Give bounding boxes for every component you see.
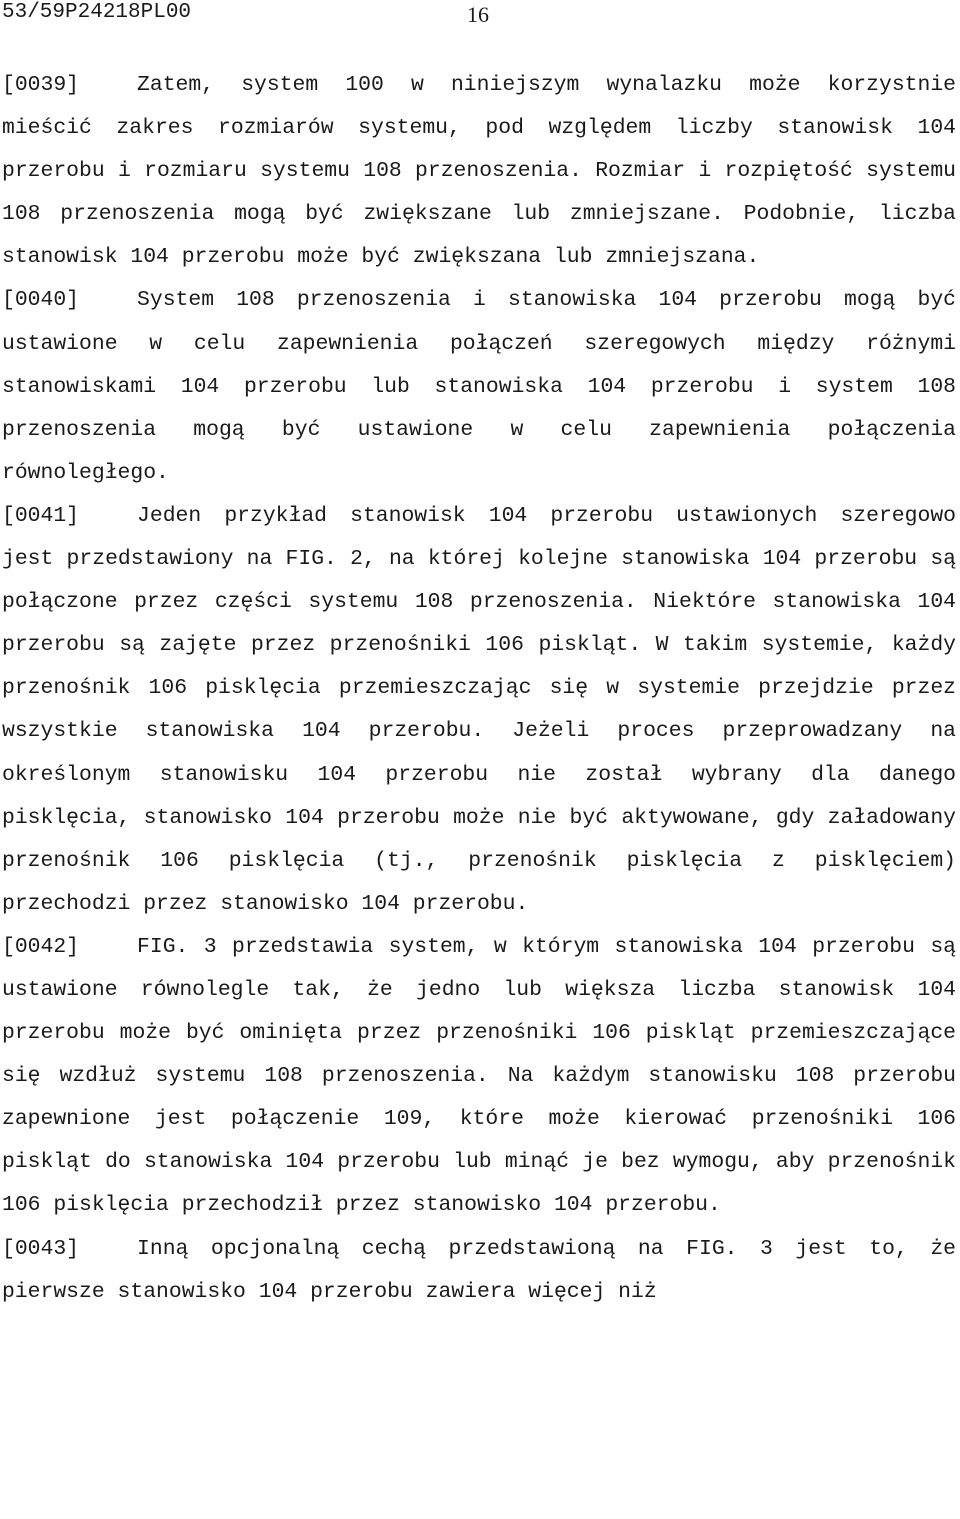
paragraph-id: [0043]	[2, 1236, 80, 1261]
paragraph-0041	[2, 495, 956, 926]
paragraph-text: Jeden przykład stanowisk 104 przerobu ustawionych szeregowo jest przedstawiony na FIG. 2, na której kolejne stanowiska 104 przerobu są połączone przez części systemu 108 przenoszenia. Niektóre stanowiska 104 przerobu są zajęte przez przenośniki 106 piskląt. W takim systemie, każdy przenośnik 106 pisklęcia przemieszczając się w systemie przejdzie przez wszystkie stanowiska 104 przerobu. Jeżeli proces przeprowadzany na określonym stanowisku 104 przerobu nie został wybrany dla danego pisklęcia, stanowisko 104 przerobu może nie być aktywowane, gdy załadowany przenośnik 106 pisklęcia (tj., przenośnik pisklęcia z pisklęciem) przechodzi przez stanowisko 104 przerobu.	[2, 503, 956, 916]
document-id: 53/59P24218PL00	[2, 1, 192, 24]
page-number: 16	[467, 2, 489, 27]
paragraph-id: [0041]	[2, 503, 80, 528]
paragraph-0042	[2, 926, 956, 1228]
paragraph-0039	[2, 64, 956, 279]
paragraph-0040	[2, 279, 956, 494]
paragraph-text: System 108 przenoszenia i stanowiska 104 przerobu mogą być ustawione w celu zapewnienia połączeń szeregowych między różnymi stanowiskami 104 przerobu lub stanowiska 104 przerobu i system 108 przenoszenia mogą być ustawione w celu zapewnienia połączenia równoległego.	[2, 288, 956, 485]
paragraph-id: [0039]	[2, 73, 80, 97]
document-body	[2, 64, 956, 1314]
page-header	[0, 0, 960, 30]
paragraph-id: [0040]	[2, 288, 80, 313]
paragraph-text: FIG. 3 przedstawia system, w którym stanowiska 104 przerobu są ustawione równolegle tak, że jedno lub większa liczba stanowisk 104 przerobu może być ominięta przez przenośniki 106 piskląt przemieszczające się wzdłuż systemu 108 przenoszenia. Na każdym stanowisku 108 przerobu zapewnione jest połączenie 109, które może kierować przenośniki 106 piskląt do stanowiska 104 przerobu lub minąć je bez wymogu, aby przenośnik 106 pisklęcia przechodził przez stanowisko 104 przerobu.	[2, 934, 956, 1218]
paragraph-0043	[2, 1228, 956, 1314]
paragraph-text: Zatem, system 100 w niniejszym wynalazku może korzystnie mieścić zakres rozmiarów systemu, pod względem liczby stanowisk 104 przerobu i rozmiaru systemu 108 przenoszenia. Rozmiar i rozpiętość systemu 108 przenoszenia mogą być zwiększane lub zmniejszane. Podobnie, liczba stanowisk 104 przerobu może być zwiększana lub zmniejszana.	[2, 73, 956, 270]
paragraph-id: [0042]	[2, 934, 80, 959]
paragraph-text: Inną opcjonalną cechą przedstawioną na FIG. 3 jest to, że pierwsze stanowisko 104 przerobu zawiera więcej niż	[2, 1236, 956, 1304]
